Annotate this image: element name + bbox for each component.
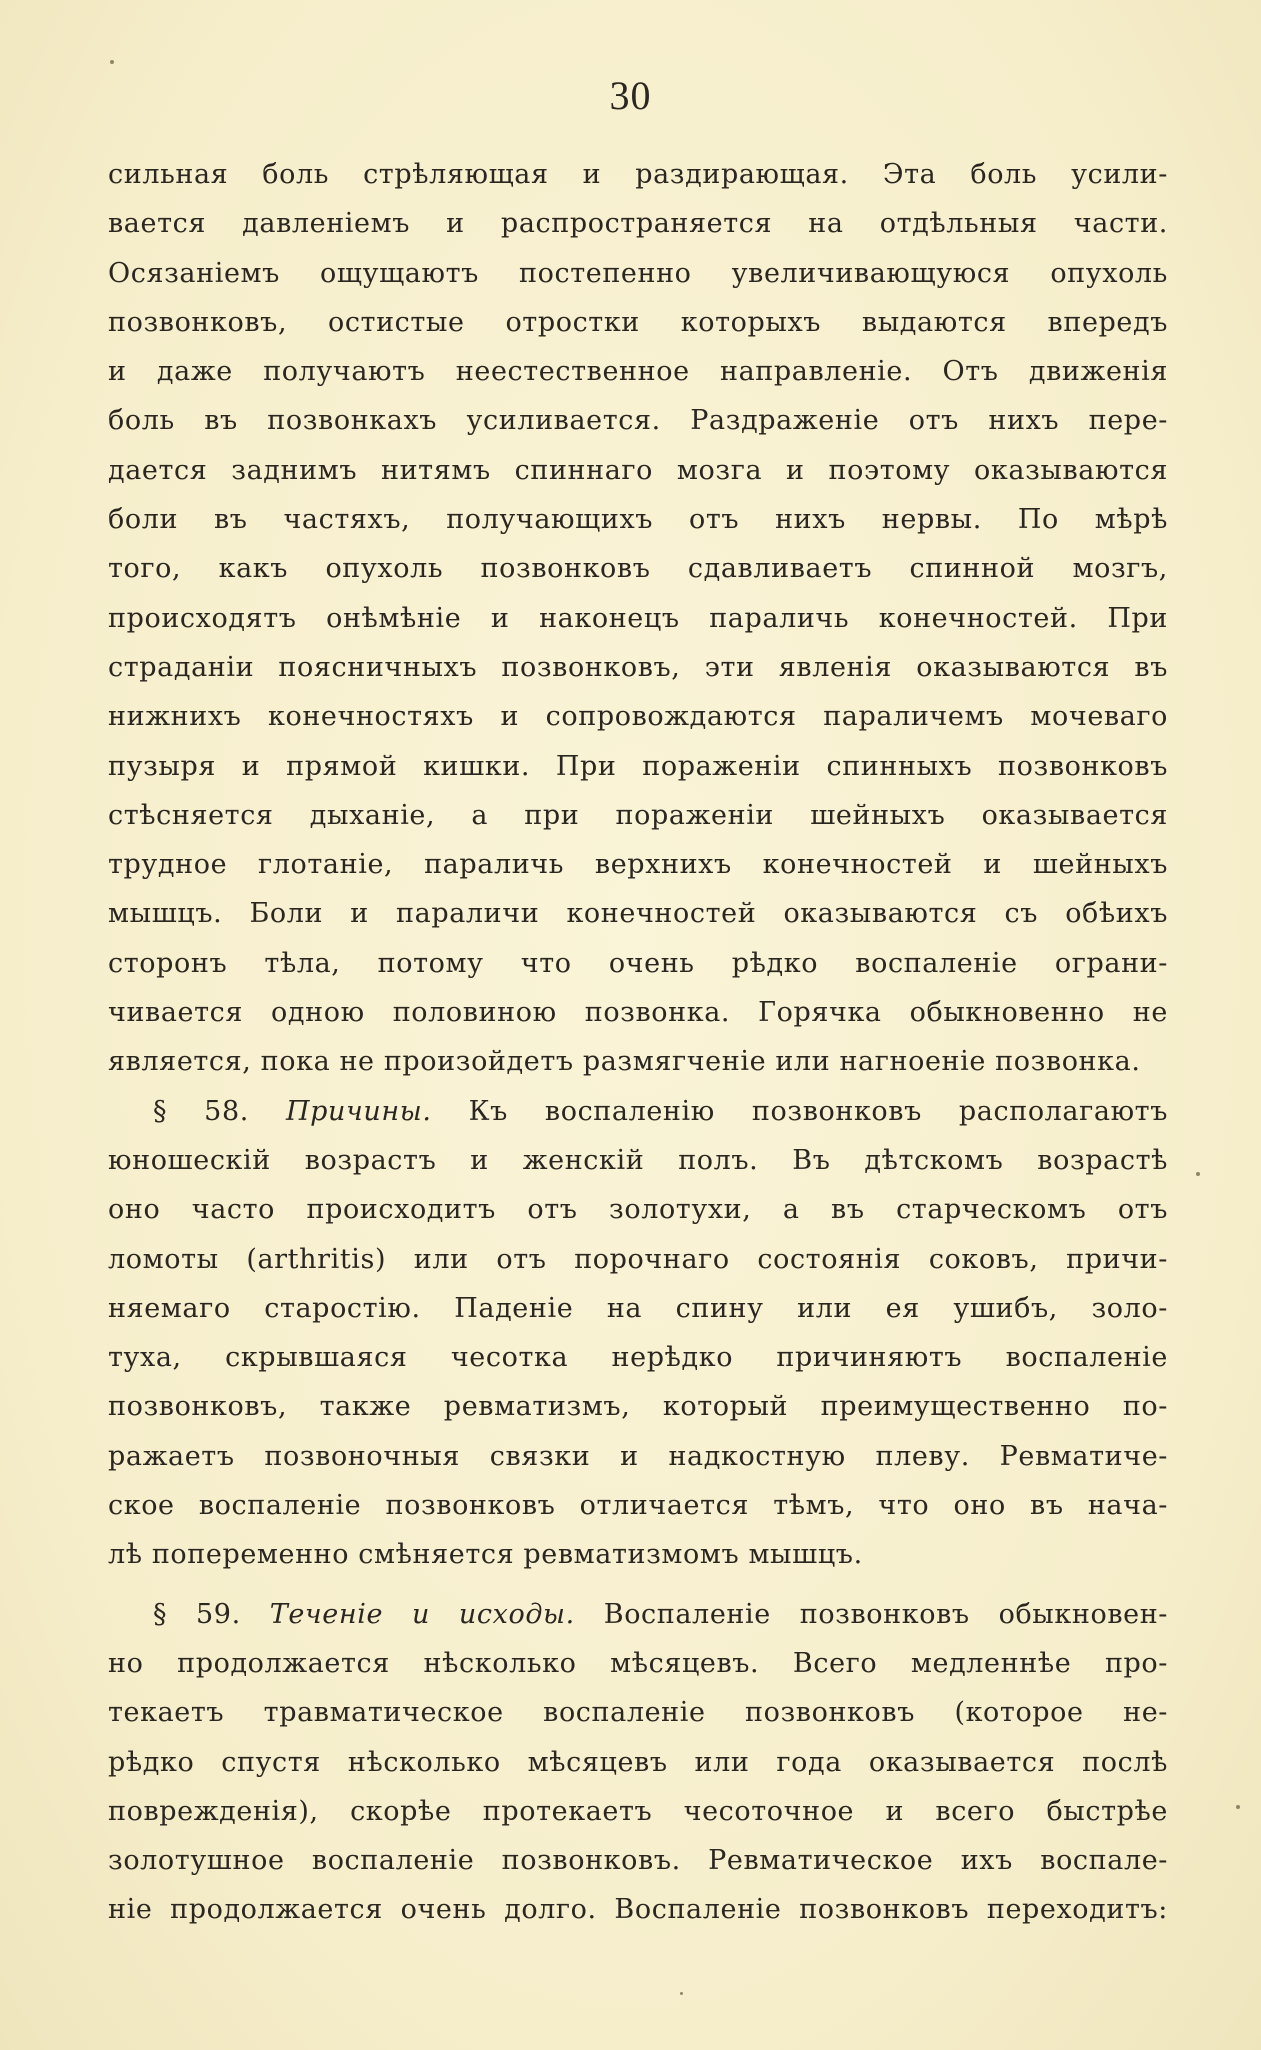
text-line: ское воспаленіе позвонковъ отличается тѣмъ, что оно въ нача-: [108, 1490, 1168, 1522]
paper-speck: [110, 60, 114, 64]
text-line: пузыря и прямой кишки. При пораженіи спинныхъ позвонковъ: [108, 750, 1168, 782]
paper-speck: [1236, 1805, 1240, 1809]
text-line: боль въ позвонкахъ усиливается. Раздраженіе отъ нихъ пере-: [108, 405, 1168, 437]
text-line: туха, скрывшаяся чесотка нерѣдко причиняютъ воспаленіе: [108, 1342, 1168, 1374]
text-line: золотушное воспаленіе позвонковъ. Ревматическое ихъ воспале-: [108, 1845, 1168, 1877]
text-line: вается давленіемъ и распространяется на отдѣльныя части.: [108, 208, 1168, 240]
text-line: трудное глотаніе, параличь верхнихъ конечностей и шейныхъ: [108, 849, 1168, 881]
text-line: лѣ попеременно смѣняется ревматизмомъ мышцъ.: [108, 1539, 863, 1571]
text-line: Осязаніемъ ощущаютъ постепенно увеличивающуюся опухоль: [108, 257, 1168, 289]
section-heading: Теченіе и исходы.: [269, 1598, 575, 1630]
text-line: боли въ частяхъ, получающихъ отъ нихъ нервы. По мѣрѣ: [108, 504, 1168, 536]
section-heading: Причины.: [285, 1095, 432, 1127]
paper-speck: [680, 1992, 683, 1995]
section-number: § 59.: [153, 1598, 241, 1630]
paper-speck: [1196, 1172, 1200, 1176]
text-line: мышцъ. Боли и параличи конечностей оказываются съ обѣихъ: [108, 898, 1168, 930]
text-line: позвонковъ, остистые отростки которыхъ выдаются впередъ: [108, 306, 1168, 338]
text-line: ражаетъ позвоночныя связки и надкостную плеву. Ревматиче-: [108, 1440, 1168, 1472]
text-line: является, пока не произойдетъ размягченіе или нагноеніе позвонка.: [108, 1046, 1141, 1078]
text-line: и даже получаютъ неестественное направленіе. Отъ движенія: [108, 356, 1168, 388]
page-number: 30: [609, 73, 652, 118]
text-line: поврежденія), скорѣе протекаетъ чесоточное и всего быстрѣе: [108, 1795, 1168, 1827]
text-line: чивается одною половиною позвонка. Горячка обыкновенно не: [108, 997, 1168, 1029]
text-line: оно часто происходитъ отъ золотухи, а въ старческомъ отъ: [108, 1194, 1168, 1226]
text-line: сильная боль стрѣляющая и раздирающая. Эта боль усили-: [108, 159, 1168, 190]
section-58-line: [108, 1087, 1168, 1136]
text-line: страданіи поясничныхъ позвонковъ, эти явленія оказываются въ: [108, 651, 1168, 683]
body-text: [108, 150, 1168, 1935]
text-line: нижнихъ конечностяхъ и сопровождаются параличемъ мочеваго: [108, 701, 1168, 733]
text-line: того, какъ опухоль позвонковъ сдавливаетъ спинной мозгъ,: [108, 553, 1168, 585]
section-text: Къ воспаленію позвонковъ располагаютъ: [468, 1095, 1168, 1127]
text-line: юношескій возрастъ и женскій полъ. Въ дѣтскомъ возрастѣ: [108, 1144, 1168, 1176]
text-line: стѣсняется дыханіе, а при пораженіи шейныхъ оказывается: [108, 799, 1168, 831]
text-line: текаетъ травматическое воспаленіе позвонковъ (которое не-: [108, 1697, 1168, 1729]
section-number: § 58.: [153, 1095, 249, 1127]
text-line: ломоты (arthritis) или отъ порочнаго состоянія соковъ, причи-: [108, 1243, 1168, 1275]
text-line: дается заднимъ нитямъ спиннаго мозга и поэтому оказываются: [108, 454, 1168, 486]
text-line: позвонковъ, также ревматизмъ, который преимущественно по-: [108, 1391, 1168, 1423]
text-line: происходятъ онѣмѣніе и наконецъ параличь конечностей. При: [108, 602, 1168, 634]
text-line: няемаго старостію. Паденіе на спину или ея ушибъ, золо-: [108, 1292, 1168, 1324]
text-line: но продолжается нѣсколько мѣсяцевъ. Всего медленнѣе про-: [108, 1647, 1168, 1679]
section-text: Воспаленіе позвонковъ обыкновен-: [603, 1598, 1168, 1630]
text-line: сторонъ тѣла, потому что очень рѣдко воспаленіе ограни-: [108, 947, 1168, 979]
text-line: рѣдко спустя нѣсколько мѣсяцевъ или года оказывается послѣ: [108, 1746, 1168, 1778]
section-59-line: [108, 1590, 1168, 1639]
text-line: ніе продолжается очень долго. Воспаленіе позвонковъ переходитъ:: [108, 1894, 1168, 1926]
